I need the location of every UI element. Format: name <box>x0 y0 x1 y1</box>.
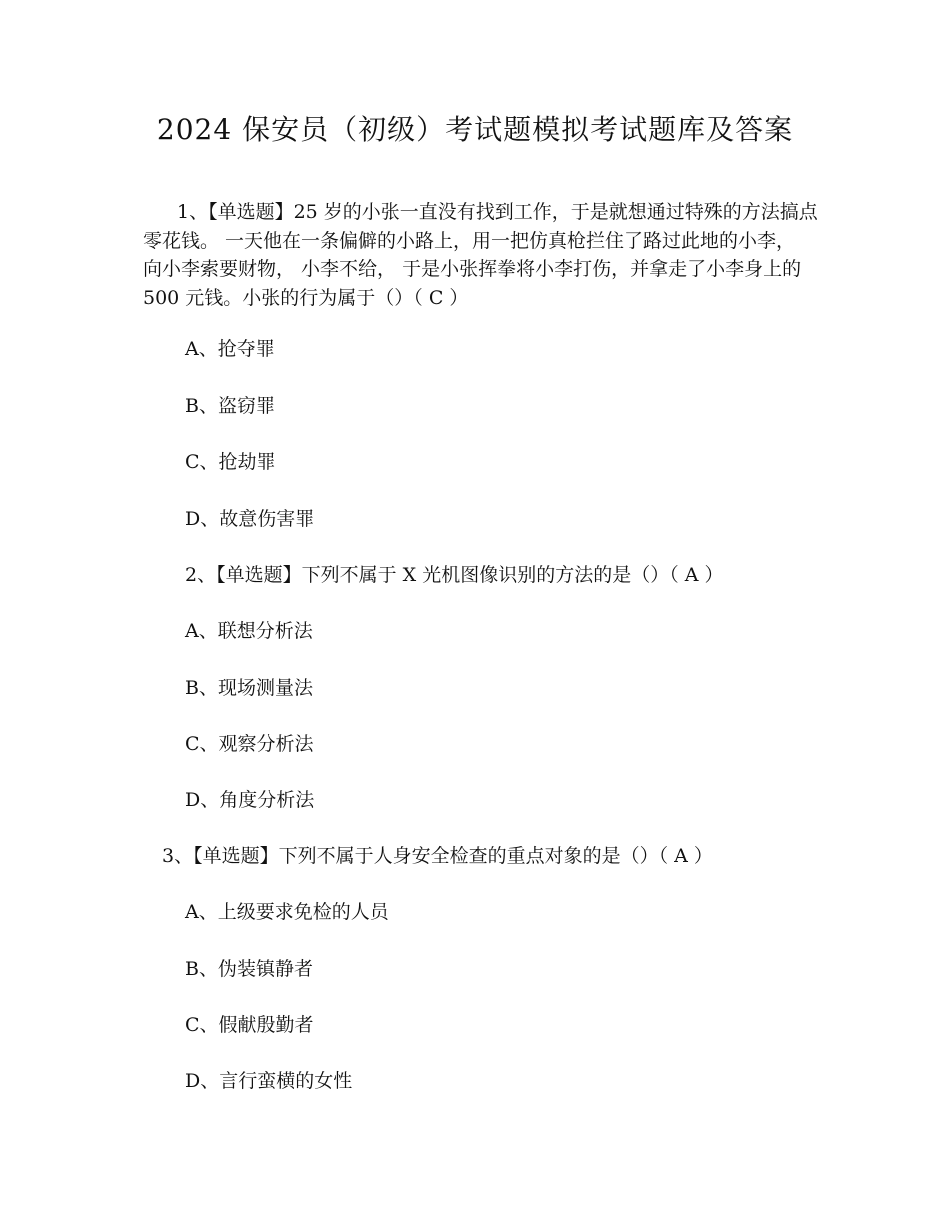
question-1-option-a: A、抢夺罪 <box>185 338 275 360</box>
question-3-option-b: B、伪装镇静者 <box>185 958 313 980</box>
question-2-option-b: B、现场测量法 <box>185 677 313 699</box>
question-2-text: 2、【单选题】下列不属于 X 光机图像识别的方法的是（）（ A ） <box>185 564 724 586</box>
question-1-text: 1、【单选题】25 岁的小张一直没有找到工作，于是就想通过特殊的方法搞点零花钱。 一天他在一条偏僻的小路上，用一把仿真枪拦住了路过此地的小李， 向小李索要财物， 小李不给， 于是小张挥拳将小李打伤，并拿走了小李身上的 500 元钱。小张的行为属于（）（ C ） <box>143 201 818 309</box>
question-2-option-c: C、观察分析法 <box>185 733 314 755</box>
question-3-option-c: C、假献殷勤者 <box>185 1014 314 1036</box>
question-1-option-c: C、抢劫罪 <box>185 451 276 473</box>
question-3-option-d: D、言行蛮横的女性 <box>185 1070 353 1092</box>
question-2-option-d: D、角度分析法 <box>185 789 315 811</box>
question-1-option-d: D、故意伤害罪 <box>185 508 315 530</box>
question-3-text: 3、【单选题】下列不属于人身安全检查的重点对象的是（）（ A ） <box>162 845 713 867</box>
question-2-option-a: A、联想分析法 <box>185 620 313 642</box>
document-title: 2024 保安员（初级）考试题模拟考试题库及答案 <box>156 113 794 146</box>
question-3-option-a: A、上级要求免检的人员 <box>185 901 389 923</box>
question-1-option-b: B、盗窃罪 <box>185 395 275 417</box>
